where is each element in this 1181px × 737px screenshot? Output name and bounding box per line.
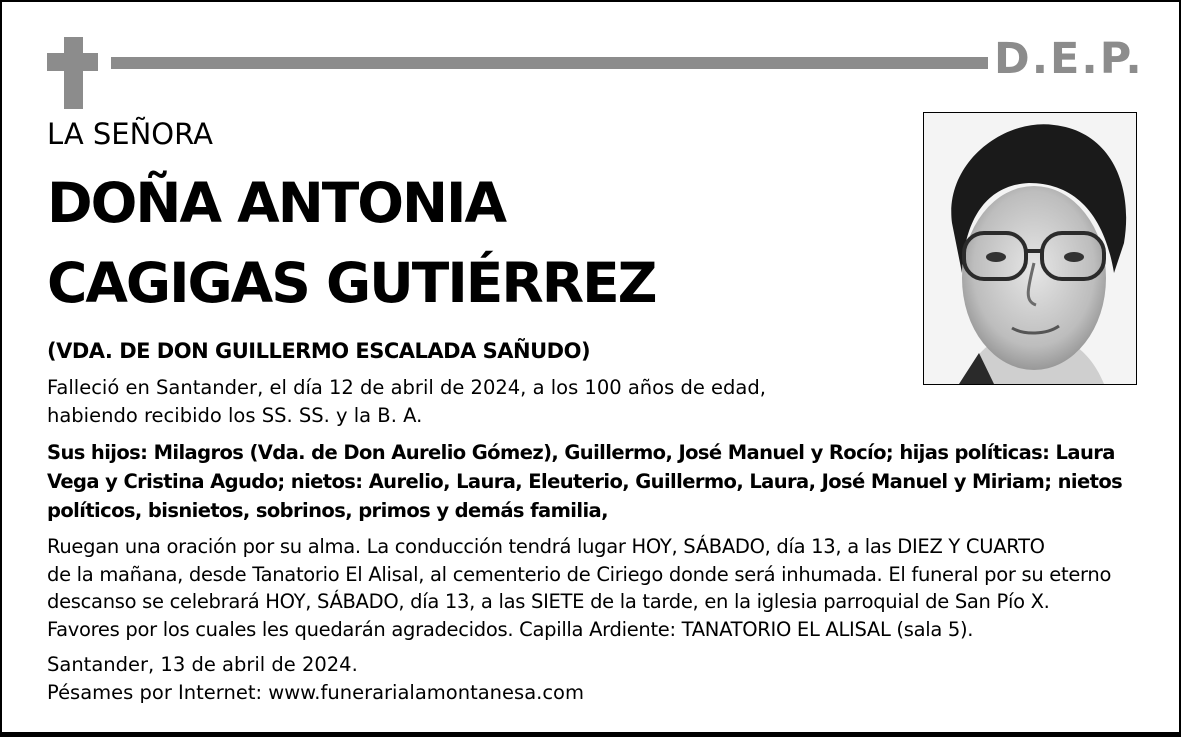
portrait-icon xyxy=(924,113,1136,384)
ceremony-paragraph xyxy=(47,533,1147,643)
widow-of: (VDA. DE DON GUILLERMO ESCALADA SAÑUDO) xyxy=(47,339,591,363)
family-line-3: políticos, bisnietos, sobrinos, primos y demás familia, xyxy=(47,499,608,522)
ceremony-line-1: Ruegan una oración por su alma. La conducción tendrá lugar HOY, SÁBADO, día 13, a las DIEZ Y CUARTO xyxy=(47,535,1045,558)
ceremony-line-3: descanso se celebrará HOY, SÁBADO, día 13, a las SIETE de la tarde, en la iglesia parroquial de San Pío X. xyxy=(47,590,1050,613)
portrait-photo xyxy=(923,112,1137,385)
family-line-1: Sus hijos: Milagros (Vda. de Don Aurelio Gómez), Guillermo, José Manuel y Rocío; hijas políticas: Laura xyxy=(47,441,1115,464)
place-date: Santander, 13 de abril de 2024. xyxy=(47,653,358,676)
death-notice-line-2: habiendo recibido los SS. SS. y la B. A. xyxy=(47,404,423,427)
death-notice-line-1: Falleció en Santander, el día 12 de abril de 2024, a los 100 años de edad, xyxy=(47,376,766,399)
family-paragraph xyxy=(47,438,1137,525)
intro-label: LA SEÑORA xyxy=(47,117,213,151)
deceased-name xyxy=(47,163,656,323)
header-rule xyxy=(111,57,988,69)
name-line-1: DOÑA ANTONIA xyxy=(47,171,506,235)
death-notice xyxy=(47,374,807,430)
cross-icon-vertical-bar xyxy=(64,37,83,109)
family-line-2: Vega y Cristina Agudo; nietos: Aurelio, Laura, Eleuterio, Guillermo, Laura, José Manuel y Miriam; nietos xyxy=(47,470,1123,493)
dep-heading: D.E.P. xyxy=(994,34,1144,84)
ceremony-line-4: Favores por los cuales les quedarán agradecidos. Capilla Ardiente: TANATORIO EL ALISAL (sala 5). xyxy=(47,617,974,641)
name-line-2: CAGIGAS GUTIÉRREZ xyxy=(47,251,656,315)
ceremony-line-2: de la mañana, desde Tanatorio El Alisal, al cementerio de Ciriego donde será inhumada. El funeral por su eterno xyxy=(47,562,1112,586)
closing-block xyxy=(47,651,584,707)
condolences-link: Pésames por Internet: www.funerarialamontanesa.com xyxy=(47,681,584,704)
cross-icon-horizontal-bar xyxy=(47,53,98,71)
